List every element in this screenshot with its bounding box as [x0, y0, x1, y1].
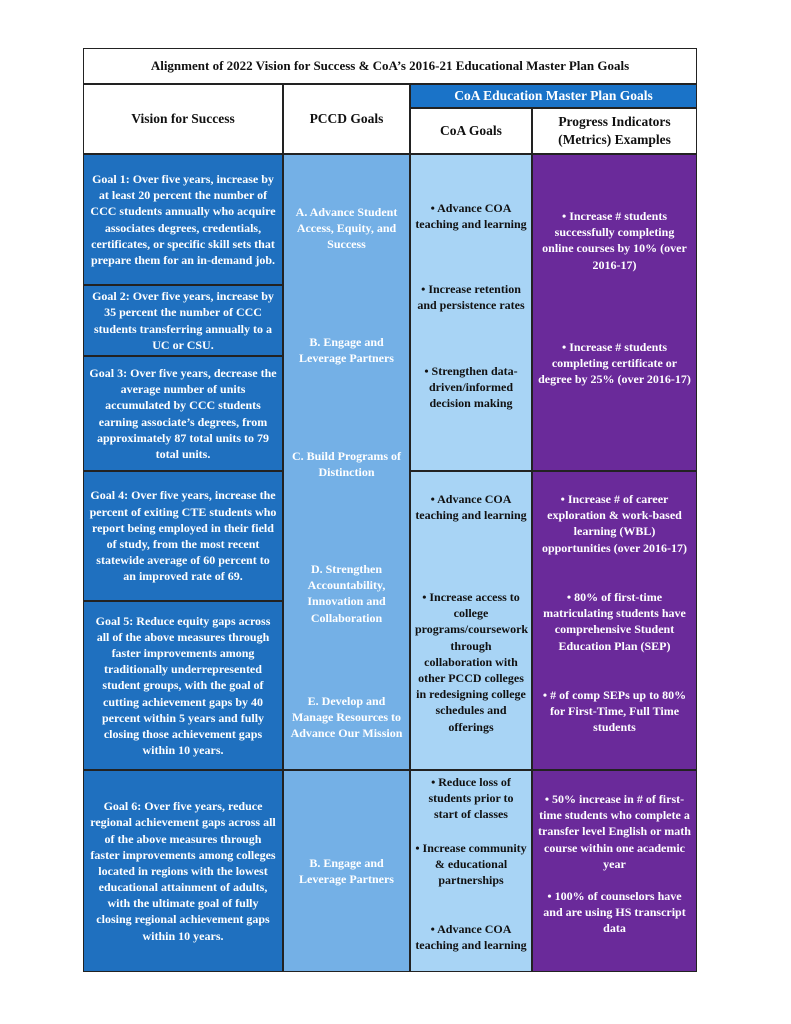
pccd-goal-c: C. Build Programs of Distinction	[291, 449, 402, 480]
pccd-goal-d: D. Strengthen Accountability, Innovation and Collaboration	[307, 562, 386, 625]
coa-goal-data-driven: • Strengthen data-driven/informed decision making	[424, 364, 518, 411]
header-coa-master-plan: CoA Education Master Plan Goals	[410, 84, 697, 108]
coa-goal-partnerships: • Increase community & educational partnerships	[415, 841, 527, 888]
vision-goal-3: Goal 3: Over five years, decrease the average number of units accumulated by CCC students earning associate’s degrees, from approximately 87 total units to 79 total units.	[83, 356, 283, 471]
pccd-goal-b: B. Engage and Leverage Partners	[299, 335, 394, 366]
progress-career-exploration: • Increase # of career exploration & work-based learning (WBL) opportunities (over 2016-17)	[541, 492, 688, 555]
progress-hs-transcript: • 100% of counselors have and are using HS transcript data	[543, 889, 686, 936]
pccd-goal-b-repeat: B. Engage and Leverage Partners	[299, 856, 394, 887]
progress-comp-seps: • # of comp SEPs up to 80% for First-Time, Full Time students	[542, 688, 687, 735]
vision-goal-6: Goal 6: Over five years, reduce regional achievement gaps across all of the above measures through faster improvements among colleges located in regions with the lowest educational attainment of adults, with the ultimate goal of fully closing regional achievement gaps within 10 years.	[83, 770, 283, 972]
coa-goals-cell-1	[410, 154, 532, 471]
coa-goal-retention: • Increase retention and persistence rates	[417, 282, 525, 313]
progress-online-courses: • Increase # students successfully completing online courses by 10% (over 2016-17)	[542, 209, 687, 272]
progress-certificate-degree: • Increase # students completing certificate or degree by 25% (over 2016-17)	[538, 340, 691, 387]
coa-goals-cell-2	[410, 471, 532, 770]
progress-cell-1	[532, 154, 697, 471]
pccd-goal-e: E. Develop and Manage Resources to Advance Our Mission	[290, 694, 403, 741]
vision-goal-1: Goal 1: Over five years, increase by at least 20 percent the number of CCC students annually who acquire associates degrees, credentials, certificates, or specific skill sets that prepare them for an in-demand job.	[83, 154, 283, 285]
vision-goal-2: Goal 2: Over five years, increase by 35 percent the number of CCC students transferring annually to a UC or CSU.	[83, 285, 283, 356]
coa-goal-advance-2: • Advance COA teaching and learning	[415, 492, 527, 523]
pccd-goal-a: A. Advance Student Access, Equity, and Success	[295, 205, 398, 252]
table-title: Alignment of 2022 Vision for Success & CoA’s 2016-21 Educational Master Plan Goals	[83, 48, 697, 84]
coa-goal-advance-3: • Advance COA teaching and learning	[415, 922, 527, 953]
coa-goals-cell-3	[410, 770, 532, 972]
header-progress-indicators: Progress Indicators (Metrics) Examples	[532, 108, 697, 154]
header-vision: Vision for Success	[83, 84, 283, 154]
vision-goal-5: Goal 5: Reduce equity gaps across all of the above measures through faster improvements among traditionally underrepresented student groups, with the goal of cutting achievement gaps by 40 percent within 5 years and fully closing those achievement gaps within 10 years.	[83, 601, 283, 770]
header-coa-goals: CoA Goals	[410, 108, 532, 154]
header-pccd: PCCD Goals	[283, 84, 410, 154]
progress-cell-3	[532, 770, 697, 972]
coa-goal-access: • Increase access to college programs/coursework through collaboration with other PCCD colleges in redesigning college schedules and offerings	[415, 590, 529, 734]
pccd-goals-cell-lower	[283, 770, 410, 972]
progress-sep-80: • 80% of first-time matriculating students have comprehensive Student Education Plan (SEP)	[543, 590, 686, 653]
progress-transfer-level: • 50% increase in # of first-time students who complete a transfer level English or math course within one academic year	[538, 792, 691, 871]
pccd-goals-cell-upper	[283, 154, 410, 770]
coa-goal-advance-1: • Advance COA teaching and learning	[415, 201, 527, 232]
vision-goal-4: Goal 4: Over five years, increase the percent of exiting CTE students who report being employed in their field of study, from the most recent statewide average of 60 percent to an improved rate of 69.	[83, 471, 283, 601]
progress-cell-2	[532, 471, 697, 770]
coa-goal-reduce-loss: • Reduce loss of students prior to start of classes	[428, 775, 514, 822]
